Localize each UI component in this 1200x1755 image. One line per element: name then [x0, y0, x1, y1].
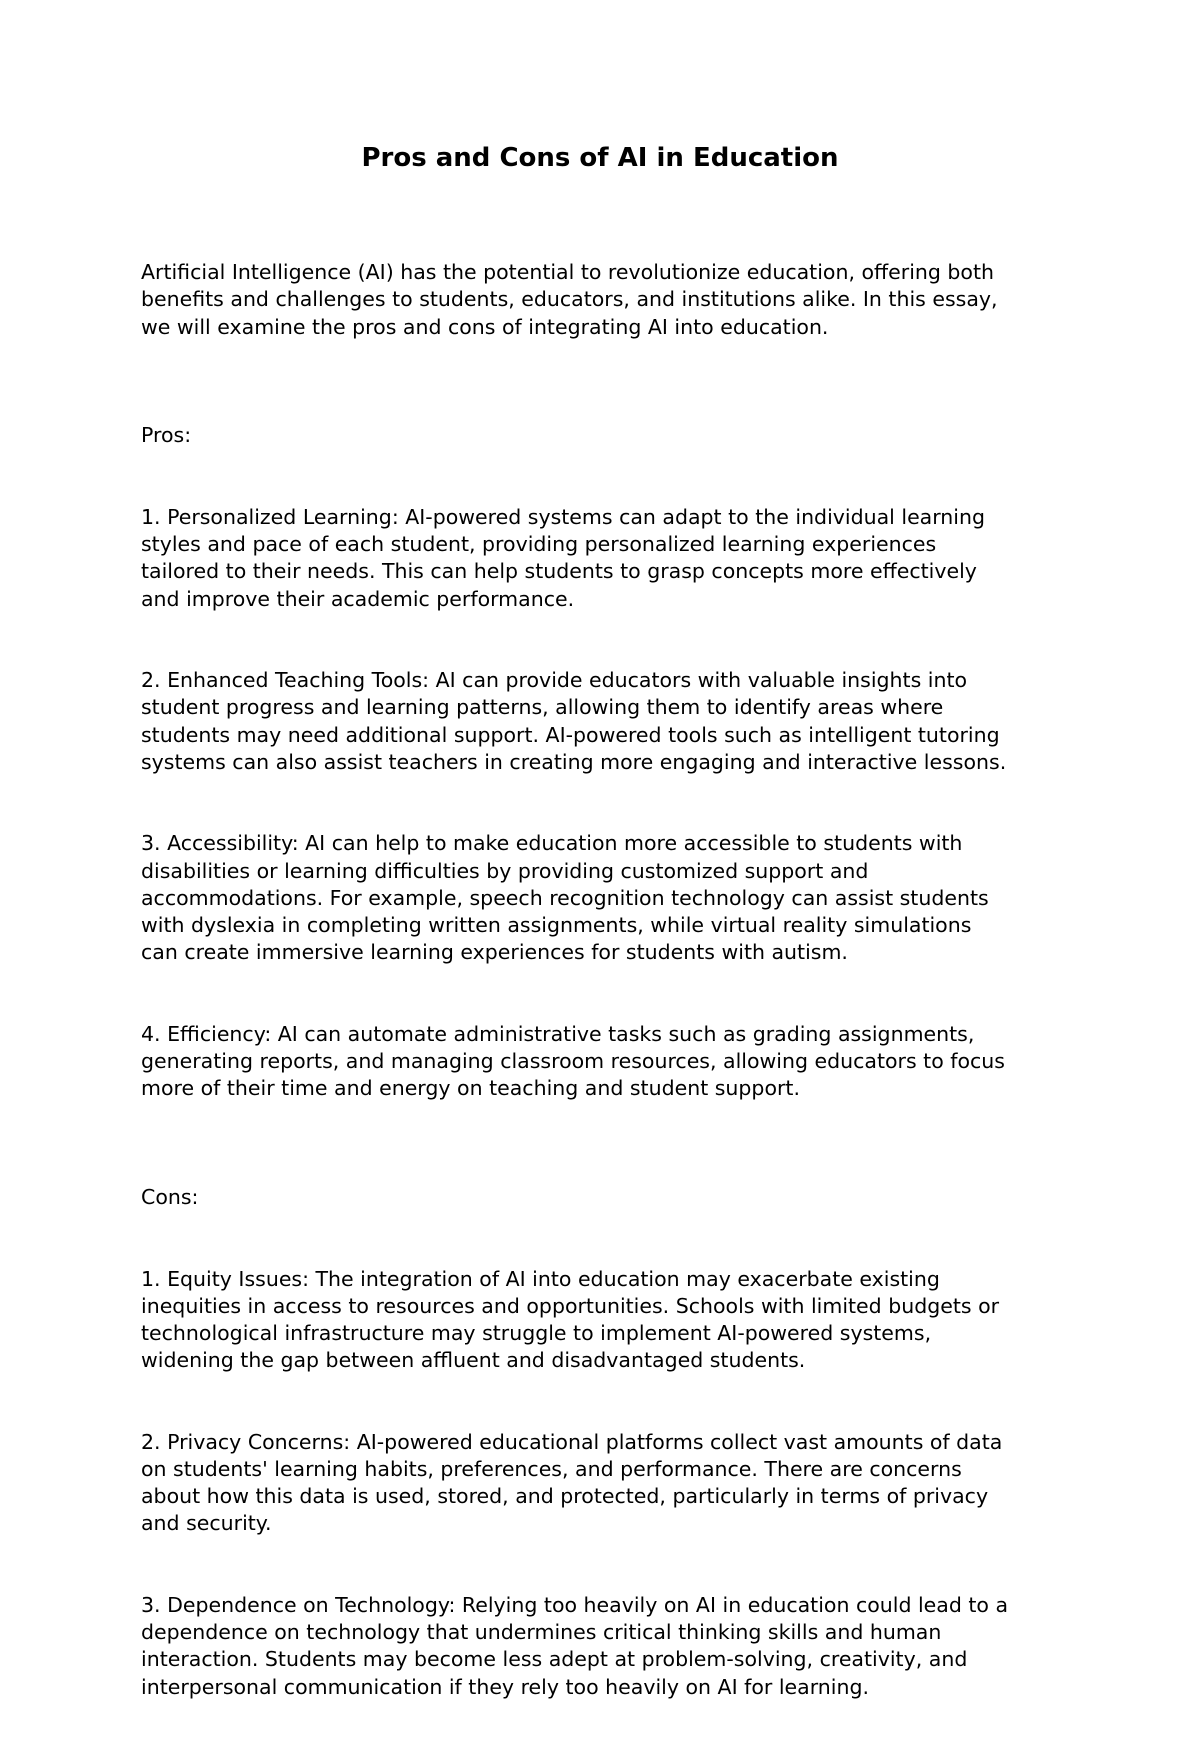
- pros-item-enhanced-teaching-tools: 2. Enhanced Teaching Tools: AI can provide educators with valuable insights into student progress and learning patterns, allowing them to identify areas where students may need additional support. AI-powered tools such as intelligent tutoring systems can also assist teachers in creating more engaging and interactive lessons.: [141, 668, 1007, 774]
- cons-item-privacy-concerns: 2. Privacy Concerns: AI-powered educational platforms collect vast amounts of data on students' learning habits, preferences, and performance. There are concerns about how this data is used, stored, and protected, particularly in terms of privacy and security.: [141, 1429, 1003, 1536]
- document-body: [141, 232, 1071, 1755]
- pros-item-efficiency: 4. Efficiency: AI can automate administrative tasks such as grading assignments, generating reports, and managing classroom resources, allowing educators to focus more of their time and energy on teaching and student support.: [141, 1021, 1005, 1101]
- cons-heading: Cons:: [141, 1185, 199, 1210]
- cons-item-equity-issues: 1. Equity Issues: The integration of AI into education may exacerbate existing inequities in access to resources and opportunities. Schools with limited budgets or technological infrastructure may struggle to implement AI-powered systems, widening the gap between affluent and disadvantaged students.: [141, 1266, 1000, 1373]
- pros-heading: Pros:: [141, 423, 192, 448]
- pros-item-personalized-learning: 1. Personalized Learning: AI-powered systems can adapt to the individual learning styles and pace of each student, providing personalized learning experiences tailored to their needs. This can help students to grasp concepts more effectively and improve their academic performance.: [141, 505, 986, 611]
- page-title: Pros and Cons of AI in Education: [361, 143, 839, 173]
- intro-paragraph: Artificial Intelligence (AI) has the potential to revolutionize education, offering both benefits and challenges to students, educators, and institutions alike. In this essay, we will examine the pros and cons of integrating AI into education.: [141, 260, 998, 339]
- pros-item-accessibility: 3. Accessibility: AI can help to make education more accessible to students with disabilities or learning difficulties by providing customized support and accommodations. For example, speech recognition technology can assist students with dyslexia in completing written assignments, while virtual reality simulations can create immersive learning experiences for students with autism.: [141, 831, 989, 965]
- cons-item-dependence-on-technology: 3. Dependence on Technology: Relying too heavily on AI in education could lead to a dependence on technology that undermines critical thinking skills and human interaction. Students may become less adept at problem-solving, creativity, and interpersonal communication if they rely too heavily on AI for learning.: [141, 1593, 1009, 1699]
